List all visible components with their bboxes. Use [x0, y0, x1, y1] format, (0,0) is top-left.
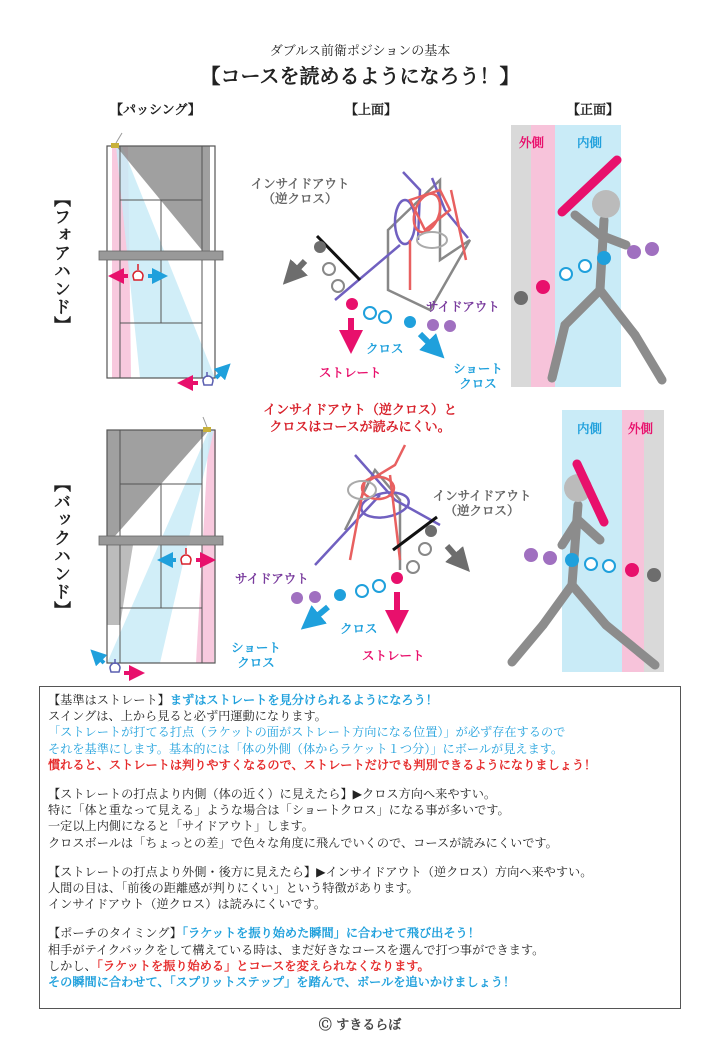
- text-line: スイングは、上から見ると必ず円運動になります。: [48, 709, 327, 724]
- label-inside-out-backhand: インサイドアウト （逆クロス）: [432, 488, 532, 518]
- text-line: 人間の目は、「前後の距離感が判りにくい」という特徴があります。: [48, 881, 419, 896]
- front-view-forehand: [511, 125, 662, 387]
- text-line: その瞬間に合わせて、「スプリットステップ」を踏んで、ボールを追いかけましょう！: [48, 975, 516, 990]
- text-line: クロスボールは「ちょっとの差」で色々な角度に飛んでいくので、コースが読みにくいです。: [48, 835, 558, 850]
- column-header-passing: 【パッシング】: [110, 103, 201, 118]
- passing-court-backhand: [96, 417, 223, 673]
- label-short-cross-forehand: ショート クロス: [453, 361, 503, 391]
- label-inner-side-forehand: 内側: [577, 135, 603, 150]
- column-header-top-view: 【上面】: [345, 103, 398, 118]
- page-title: 【コースを読めるようになろう！】: [200, 64, 520, 88]
- label-side-out-backhand: サイドアウト: [235, 571, 309, 586]
- label-short-cross-backhand: ショート クロス: [231, 640, 281, 670]
- label-straight-forehand: ストレート: [319, 365, 382, 380]
- paragraph-outer-heading: 【ストレートの打点より外側・後方に見えたら】▶インサイドアウト（逆クロス）方向へ来やすい。: [48, 864, 593, 879]
- paragraph-timing-heading: 【ポーチのタイミング】「ラケットを振り始めた瞬間」に合わせて飛び出そう！: [48, 926, 480, 941]
- text-line: 「ストレートが打てる打点（ラケットの面がストレート方向になる位置）」が必ず存在するので: [48, 725, 566, 740]
- passing-court-forehand: [99, 133, 225, 385]
- label-outer-side-backhand: 外側: [628, 421, 654, 436]
- front-view-backhand: [512, 410, 664, 672]
- text-line: しかし、「ラケットを振り始める」とコースを変えられなくなります。: [48, 958, 430, 973]
- paragraph-straight-heading: 【基準はストレート】まずはストレートを見分けられるようになろう！: [48, 693, 438, 707]
- paragraph-inner-heading: 【ストレートの打点より内側（体の近く）に見えたら】▶クロス方向へ来やすい。: [48, 787, 497, 802]
- label-straight-backhand: ストレート: [362, 648, 425, 663]
- label-cross-forehand: クロス: [366, 341, 404, 356]
- explanation-box: [39, 686, 681, 1009]
- caption: インサイドアウト（逆クロス）と クロスはコースが読みにくい。: [263, 403, 457, 435]
- copyright: Ⓒ すきるらぼ: [318, 1018, 402, 1033]
- text-line: 一定以上内側になると「サイドアウト」します。: [48, 819, 314, 834]
- text-line: 慣れると、ストレートは判りやすくなるので、ストレートだけでも判別できるようになりましょう！: [48, 757, 597, 772]
- label-inner-side-backhand: 内側: [577, 421, 603, 436]
- column-header-front-view: 【正面】: [567, 103, 620, 118]
- subtitle: ダブルス前衛ポジションの基本: [269, 44, 451, 59]
- top-view-backhand: [291, 445, 462, 622]
- ball-icon: [291, 525, 437, 604]
- label-inside-out-forehand: インサイドアウト （逆クロス）: [250, 176, 350, 206]
- text-line: インサイドアウト（逆クロス）は読みにくいです。: [48, 897, 327, 912]
- label-cross-backhand: クロス: [340, 621, 378, 636]
- label-side-out-forehand: サイドアウト: [426, 299, 500, 314]
- row-header-backhand: 【バックハンド】: [50, 475, 70, 619]
- text-line: 相手がテイクバックをして構えている時は、まだ好きなコースを選んで打つ事ができます。: [48, 942, 545, 957]
- row-header-forehand: 【フォアハンド】: [50, 190, 70, 334]
- text-line: 特に「体と重なって見える」ような場合は「ショートクロス」になる事が多いです。: [48, 803, 510, 818]
- label-outer-side-forehand: 外側: [519, 135, 545, 150]
- text-line: それを基準にします。基本的には「体の外側（体からラケット１つ分）」にボールが見えます。: [48, 741, 564, 756]
